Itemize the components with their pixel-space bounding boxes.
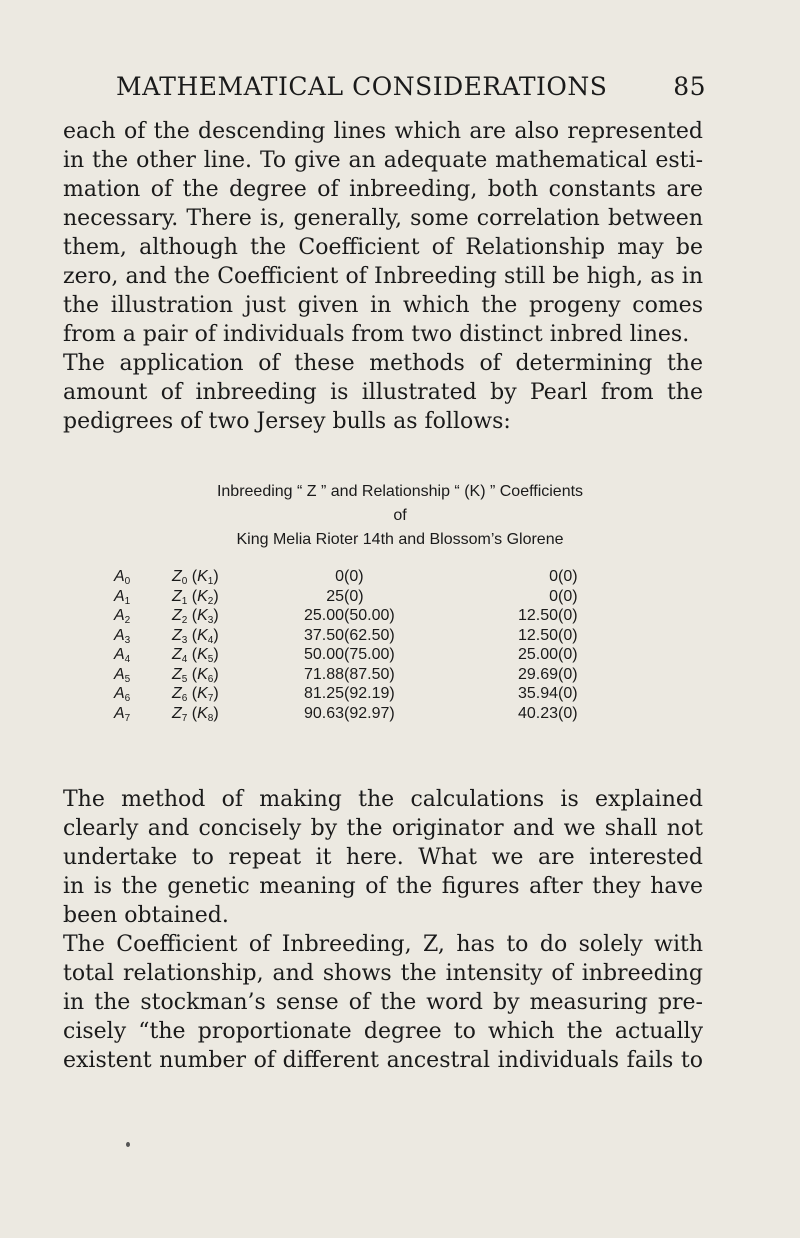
bull1-inbreeding: 25 [326, 587, 344, 605]
coefficient-symbols: $Z_3$ $(K_4)$ [172, 626, 219, 646]
text-line: in is the genetic meaning of the figures after they have [63, 874, 703, 899]
caption-line: Inbreeding “ Z ” and Relationship “ (K) ” Coefficients [216, 483, 584, 500]
bull1-relationship: (0) [344, 587, 364, 605]
table-row [114, 606, 598, 626]
page-number: 85 [673, 72, 706, 101]
text-line: in the stockman’s sense of the word by measuring pre- [63, 990, 703, 1015]
bull1-relationship: (87.50) [344, 665, 395, 683]
ancestor-generation: $A_4$ [114, 646, 131, 665]
table-row [114, 626, 598, 646]
table-row [114, 567, 598, 587]
table-caption [100, 480, 700, 552]
ancestor-generation: $A_5$ [114, 665, 131, 685]
bull2-inbreeding: 12.50 [517, 607, 558, 624]
bull1-relationship: (62.50) [344, 626, 395, 644]
text-line: total relationship, and shows the intensity of inbreeding [63, 961, 703, 986]
bull1-inbreeding: 81.25 [303, 685, 344, 702]
running-title: MATHEMATICAL CONSIDERATIONS [116, 72, 608, 101]
text-line: in the other line. To give an adequate mathematical esti- [63, 148, 703, 173]
coefficient-symbols: $Z_7$ $(K_8)$ [172, 704, 219, 724]
table-body [114, 567, 598, 723]
bull1-inbreeding: 90.63 [303, 704, 344, 722]
text-line: undertake to repeat it here. What we are interested [63, 845, 703, 870]
ancestor-generation: $A_7$ [114, 704, 131, 724]
bull1-relationship: (92.19) [344, 685, 395, 702]
ancestor-generation: $A_6$ [114, 685, 131, 704]
text-line: pedigrees of two Jersey bulls as follows: [63, 409, 511, 434]
table-row [114, 587, 598, 607]
text-line: clearly and concisely by the originator and we shall not [63, 816, 703, 841]
bull1-relationship: (50.00) [344, 607, 395, 624]
text-line: cisely “the proportionate degree to which the actually [63, 1019, 703, 1044]
text-line: necessary. There is, generally, some correlation between [63, 206, 703, 231]
ancestor-generation: $A_3$ [114, 626, 131, 646]
text-line: them, although the Coefficient of Relationship may be [63, 235, 703, 260]
bull2-inbreeding: 40.23 [517, 704, 558, 722]
bull1-inbreeding: 50.00 [303, 646, 344, 663]
text-line: existent number of different ancestral individuals fails to [63, 1048, 703, 1073]
bull2-inbreeding: 0 [549, 568, 558, 585]
paragraph-intro [63, 117, 703, 436]
bull1-inbreeding: 37.50 [303, 626, 344, 644]
text-line: the illustration just given in which the progeny comes [63, 293, 703, 318]
coefficient-symbols: $Z_6$ $(K_7)$ [172, 685, 219, 704]
bull2-relationship: (0) [558, 587, 578, 605]
text-line: been obtained. [63, 903, 229, 928]
table-row [114, 665, 598, 685]
ink-speck [126, 1142, 130, 1147]
bull2-relationship: (0) [558, 704, 578, 722]
coefficient-symbols: $Z_4$ $(K_5)$ [172, 646, 219, 665]
text-line: zero, and the Coefficient of Inbreeding still be high, as in [63, 264, 703, 289]
bull1-inbreeding: 71.88 [303, 665, 344, 683]
paragraph-body [63, 785, 703, 1075]
bull2-relationship: (0) [558, 685, 578, 702]
bull2-relationship: (0) [558, 626, 578, 644]
bull2-relationship: (0) [558, 665, 578, 683]
bull1-relationship: (75.00) [344, 646, 395, 663]
caption-line: King Melia Rioter 14th and Blossom’s Glorene [236, 531, 564, 548]
text-line: The method of making the calculations is explained [63, 787, 703, 812]
text-line: mation of the degree of inbreeding, both constants are [63, 177, 703, 202]
text-line: amount of inbreeding is illustrated by Pearl from the [63, 380, 703, 405]
bull1-inbreeding: 0 [335, 568, 344, 585]
text-line: The Coefficient of Inbreeding, Z, has to do solely with [63, 932, 703, 957]
bull1-relationship: (92.97) [344, 704, 395, 722]
ancestor-generation: $A_2$ [114, 607, 131, 626]
bull2-relationship: (0) [558, 607, 578, 624]
coefficients-table [114, 567, 598, 723]
text-line: each of the descending lines which are also represented [63, 119, 703, 144]
bull2-inbreeding: 12.50 [517, 626, 558, 644]
ancestor-generation: $A_1$ [114, 587, 131, 607]
coefficient-symbols: $Z_0$ $(K_1)$ [172, 568, 219, 587]
bull2-inbreeding: 0 [549, 587, 558, 605]
table-row [114, 684, 598, 704]
bull1-inbreeding: 25.00 [303, 607, 344, 624]
text-line: from a pair of individuals from two distinct inbred lines. [63, 322, 690, 347]
table-row [114, 645, 598, 665]
bull2-inbreeding: 25.00 [517, 646, 558, 663]
coefficient-symbols: $Z_1$ $(K_2)$ [172, 587, 219, 607]
table-row [114, 704, 598, 724]
bull2-inbreeding: 29.69 [517, 665, 558, 683]
coefficient-symbols: $Z_5$ $(K_6)$ [172, 665, 219, 685]
coefficient-symbols: $Z_2$ $(K_3)$ [172, 607, 219, 626]
bull2-relationship: (0) [558, 568, 578, 585]
bull2-relationship: (0) [558, 646, 578, 663]
caption-line: of [393, 507, 407, 524]
ancestor-generation: $A_0$ [114, 568, 131, 587]
bull2-inbreeding: 35.94 [517, 685, 558, 702]
bull1-relationship: (0) [344, 568, 364, 585]
text-line: The application of these methods of determining the [63, 351, 703, 376]
